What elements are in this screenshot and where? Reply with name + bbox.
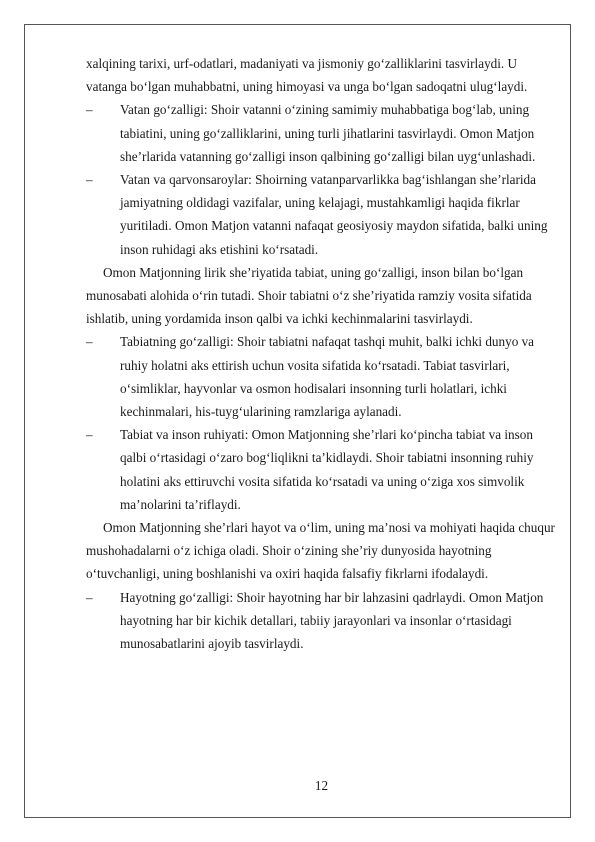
list-dash-icon: –	[86, 172, 93, 188]
document-body	[86, 52, 556, 655]
list-dash-icon: –	[86, 589, 93, 605]
list-dash-icon: –	[86, 427, 93, 443]
list-item-text: Vatan go‘zalligi: Shoir vatanni o‘zining samimiy muhabbatiga bog‘lab, uning tabiatini, uning go‘zalliklarini, uning turli jihatlarini tasvirlaydi. Omon Matjon she’rlarida vatanning go‘zalligi inson qalbining go‘zalligi bilan uyg‘unlashadi.	[120, 102, 536, 164]
list-dash-icon: –	[86, 334, 93, 350]
list-item-text: Tabiat va inson ruhiyati: Omon Matjonning she’rlari ko‘pincha tabiat va inson qalbi o‘rtasidagi o‘zaro bog‘liqlikni ta’kidlaydi. Shoir tabiatni insonning ruhiy holatini aks ettiruvchi vosita sifatida ko‘rsatadi va uning o‘ziga xos simvolik ma’nolarini ta’riflaydi.	[120, 427, 534, 512]
page-number-text: 12	[314, 778, 329, 793]
list-item	[86, 168, 556, 261]
list-item	[86, 586, 556, 656]
list-item	[86, 423, 556, 516]
paragraph: Omon Matjonning lirik she’riyatida tabiat, uning go‘zalligi, inson bilan bo‘lgan munosabati alohida o‘rin tutadi. Shoir tabiatni o‘z she’riyatida ramziy vosita sifatida ishlatib, uning yordamida inson qalbi va ichki kechinmalarini tasvirlaydi.	[86, 264, 532, 327]
page-number	[0, 778, 595, 794]
list-item-text: Vatan va qarvonsaroylar: Shoirning vatanparvarlikka bag‘ishlangan she’rlarida jamiyatning oldidagi vazifalar, uning kelajagi, mustahkamligi haqida fikrlar yuritiladi. Omon Matjon vatanni nafaqat geosiyosiy maydon sifatida, balki uning inson ruhidagi aks etishini ko‘rsatadi.	[120, 172, 548, 257]
list-item-text: Tabiatning go‘zalligi: Shoir tabiatni nafaqat tashqi muhit, balki ichki dunyo va ruhiy holatni aks ettirish uchun vosita sifatida ko‘rsatadi. Tabiat tasvirlari, o‘simliklar, hayvonlar va osmon hodisalari insonning turli holatlari, ichki kechinmalari, his-tuyg‘ularining ramzlariga aylanadi.	[120, 334, 535, 420]
paragraph: Omon Matjonning she’rlari hayot va o‘lim, uning ma’nosi va mohiyati haqida chuqur mushohadalarni o‘z ichiga oladi. Shoir o‘zining she’riy dunyosida hayotning o‘tuvchanligi, uning boshlanishi va oxiri haqida falsafiy fikrlarni ifodalaydi.	[86, 520, 555, 582]
list-item	[86, 330, 556, 423]
list-item-text: Hayotning go‘zalligi: Shoir hayotning har bir lahzasini qadrlaydi. Omon Matjon hayotning har bir kichik detallari, tabiiy jarayonlari va insonlar o‘rtasidagi munosabatlarini ajoyib tasvirlaydi.	[120, 589, 544, 652]
list-dash-icon: –	[86, 102, 93, 118]
paragraph: xalqining tarixi, urf-odatlari, madaniyati va jismoniy go‘zalliklarini tasvirlaydi. U vatanga bo‘lgan muhabbatni, uning himoyasi va unga bo‘lgan sadoqatni ulug‘laydi.	[86, 56, 528, 95]
list-item	[86, 98, 556, 168]
